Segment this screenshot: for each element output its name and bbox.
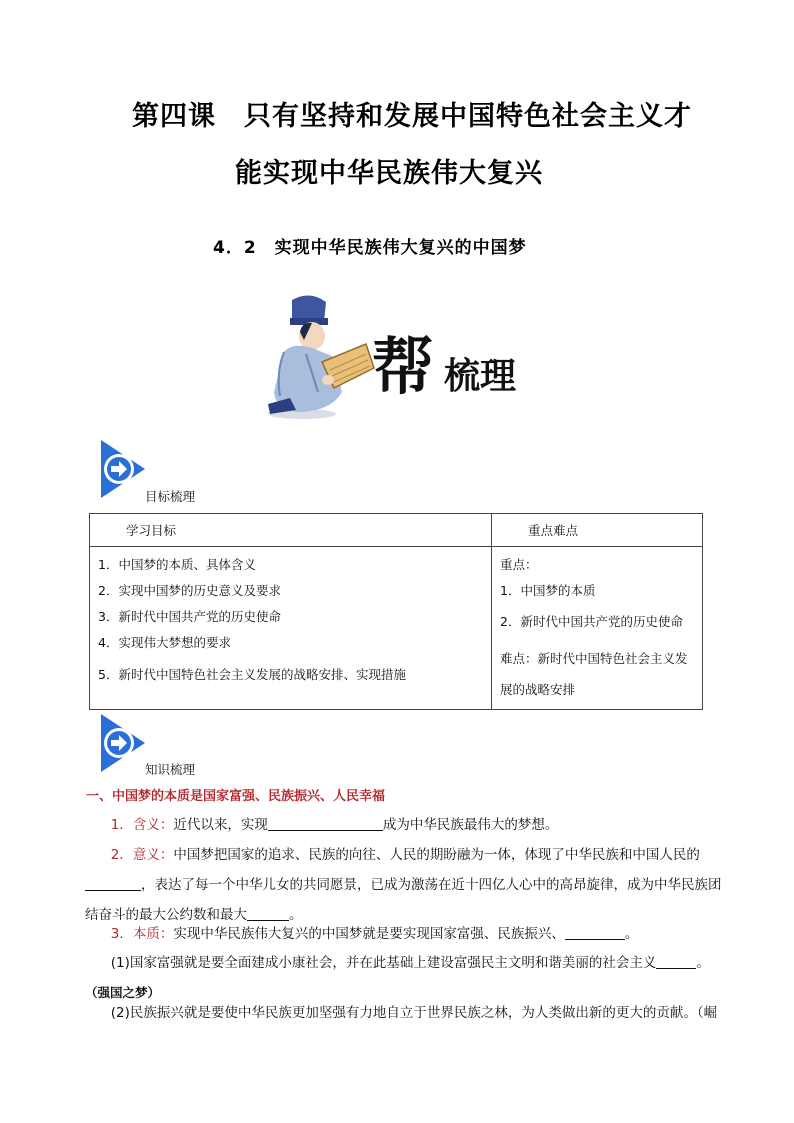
goals-section-label: 目标梳理 xyxy=(145,489,196,504)
paragraph-essence xyxy=(85,919,725,949)
page-title-line1: 第四课 只有坚持和发展中国特色社会主义才 xyxy=(132,101,692,132)
essence-label: 3．本质： xyxy=(110,926,174,942)
strong-nation-text: (1)国家富强就是要全面建成小康社会，并在此基础上建设富强民主文明和谐美丽的社会主义 xyxy=(110,955,657,971)
strong-nation-tag: （强国之梦） xyxy=(85,985,161,1000)
arrow-right-icon xyxy=(98,437,148,501)
objective-item: 2．实现中国梦的历史意义及要求 xyxy=(98,583,281,598)
significance-text-b: 的 xyxy=(686,847,700,863)
rejuvenation-text: (2)民族振兴就是要使中华民族更加坚强有力地自立于世界民族之林，为人类做出新的更大的贡献。（崛 xyxy=(110,1005,718,1021)
paragraph-significance xyxy=(85,840,725,930)
strong-nation-end: 。 xyxy=(696,955,710,971)
essence-text-a: 实现中华民族伟大复兴的中国梦就是要实现国家富强、民族振兴、 xyxy=(173,926,565,942)
key-title: 重点： xyxy=(500,557,538,572)
objective-item: 1．中国梦的本质、具体含义 xyxy=(98,557,256,572)
fill-blank[interactable] xyxy=(85,875,141,891)
objective-item: 4．实现伟大梦想的要求 xyxy=(98,635,231,650)
brand-char-1: 帮 xyxy=(372,330,435,403)
key-point-item: 2．新时代中国共产党的历史使命 xyxy=(500,614,683,629)
col-header-objectives: 学习目标 xyxy=(90,514,492,547)
objective-item: 3．新时代中国共产党的历史使命 xyxy=(98,609,281,624)
lesson-subtitle: 4．2 实现中华民族伟大复兴的中国梦 xyxy=(213,238,527,258)
knowledge-section-label: 知识梳理 xyxy=(145,762,196,777)
fill-blank[interactable] xyxy=(656,953,696,969)
paragraph-national-rejuvenation xyxy=(85,998,735,1028)
significance-label: 2．意义： xyxy=(110,847,174,863)
meaning-text-a: 近代以来，实现 xyxy=(173,817,268,833)
difficulty-text: 难点：新时代中国特色社会主义发展的战略安排 xyxy=(500,651,688,697)
paragraph-meaning xyxy=(85,810,725,840)
knowledge-heading: 一、中国梦的本质是国家富强、民族振兴、人民幸福 xyxy=(86,789,386,804)
meaning-text-b: 成为中华民族最伟大的梦想。 xyxy=(382,817,559,833)
page-title-line2: 能实现中华民族伟大复兴 xyxy=(235,158,543,189)
key-points-cell xyxy=(492,547,703,710)
significance-text-d: 。 xyxy=(289,907,303,923)
fill-blank[interactable] xyxy=(565,924,625,940)
goals-table xyxy=(89,513,703,710)
significance-text-c: ，表达了每一个中华儿女的共同愿景，已成为激荡在近十四亿人心中的高昂旋律，成为中华民族团结奋斗的最大公约数和最大 xyxy=(85,877,722,923)
objectives-cell xyxy=(90,547,492,710)
col-header-key-points: 重点难点 xyxy=(492,514,703,547)
objective-item: 5．新时代中国特色社会主义发展的战略安排、实现措施 xyxy=(98,667,406,682)
key-point-item: 1．中国梦的本质 xyxy=(500,583,596,598)
help-sort-logo xyxy=(372,318,552,408)
arrow-right-icon xyxy=(98,711,148,775)
significance-text-a: 中国梦把国家的追求、民族的向往、人民的期盼融为一体，体现了中华民族和中国人民 xyxy=(173,847,687,863)
meaning-label: 1．含义： xyxy=(110,817,174,833)
brand-char-2: 梳理 xyxy=(444,355,517,397)
fill-blank[interactable] xyxy=(268,815,383,831)
scholar-illustration xyxy=(262,292,382,422)
essence-text-b: 。 xyxy=(624,926,639,942)
